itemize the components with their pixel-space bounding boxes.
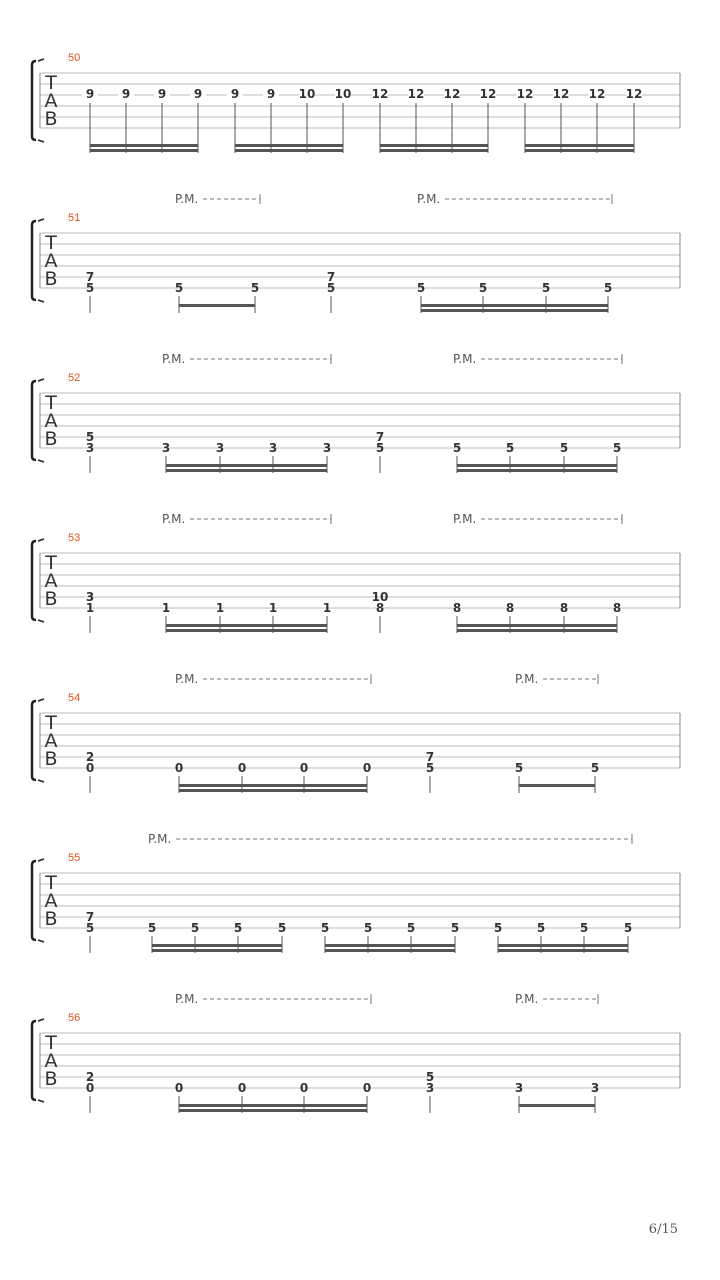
tab-clef-t: T xyxy=(45,232,57,254)
tab-clef-t: T xyxy=(45,392,57,414)
palm-mute-label: P.M. xyxy=(515,992,539,1006)
fret-number: 5 xyxy=(416,281,426,295)
tab-system-50 xyxy=(32,52,680,153)
system-bracket xyxy=(32,381,36,460)
beam xyxy=(179,1104,367,1107)
tab-system-56 xyxy=(32,992,680,1113)
measure-number: 53 xyxy=(68,532,81,544)
palm-mute-label: P.M. xyxy=(162,512,186,526)
fret-number: 5 xyxy=(603,281,613,295)
tab-clef-a: A xyxy=(44,250,58,272)
fret-number: 5 xyxy=(541,281,551,295)
beam xyxy=(498,944,628,947)
fret-number: 5 xyxy=(505,441,515,455)
bracket-hook-top xyxy=(38,859,44,861)
measure-number: 51 xyxy=(68,212,81,224)
fret-number: 5 xyxy=(623,921,633,935)
system-bracket xyxy=(32,221,36,300)
beam-secondary xyxy=(235,149,343,152)
bracket-hook-bottom xyxy=(38,140,44,142)
fret-number-upper: 7 xyxy=(326,270,336,284)
bracket-hook-top xyxy=(38,59,44,61)
beam-secondary xyxy=(166,469,327,472)
beam xyxy=(235,144,343,147)
beam-secondary xyxy=(457,629,617,632)
tab-clef-a: A xyxy=(44,890,58,912)
system-bracket xyxy=(32,541,36,620)
tab-clef-a: A xyxy=(44,410,58,432)
fret-number: 5 xyxy=(147,921,157,935)
fret-number-upper: 7 xyxy=(85,270,95,284)
tab-clef-a: A xyxy=(44,730,58,752)
measure-number: 52 xyxy=(68,372,81,384)
fret-number: 10 xyxy=(298,87,316,101)
fret-number: 5 xyxy=(174,281,184,295)
beam-secondary xyxy=(152,949,282,952)
fret-number-upper: 3 xyxy=(85,590,95,604)
system-bracket xyxy=(32,1021,36,1100)
tab-clef-t: T xyxy=(45,872,57,894)
fret-number: 5 xyxy=(452,441,462,455)
fret-number: 0 xyxy=(362,1081,372,1095)
tab-system-52 xyxy=(32,352,680,473)
fret-number: 1 xyxy=(322,601,332,615)
fret-number: 3 xyxy=(161,441,171,455)
fret-number-upper: 10 xyxy=(371,590,389,604)
fret-number: 9 xyxy=(121,87,131,101)
tab-system-51 xyxy=(32,192,680,313)
bracket-hook-top xyxy=(38,379,44,381)
fret-number: 5 xyxy=(375,441,385,455)
fret-number: 5 xyxy=(559,441,569,455)
fret-number: 9 xyxy=(230,87,240,101)
fret-number: 5 xyxy=(85,281,95,295)
tab-clef-b: B xyxy=(44,268,58,290)
tab-clef-t: T xyxy=(45,72,57,94)
fret-number: 5 xyxy=(406,921,416,935)
palm-mute-label: P.M. xyxy=(453,512,477,526)
fret-number: 5 xyxy=(478,281,488,295)
fret-number: 5 xyxy=(514,761,524,775)
fret-number: 8 xyxy=(375,601,385,615)
fret-number-upper: 5 xyxy=(85,430,95,444)
palm-mute-label: P.M. xyxy=(162,352,186,366)
measure-number: 55 xyxy=(68,852,81,864)
fret-number: 3 xyxy=(514,1081,524,1095)
beam-secondary xyxy=(457,469,617,472)
fret-number: 5 xyxy=(250,281,260,295)
beam xyxy=(325,944,455,947)
beam xyxy=(166,464,327,467)
fret-number-upper: 7 xyxy=(425,750,435,764)
beam-secondary xyxy=(166,629,327,632)
tab-system-54 xyxy=(32,672,680,793)
tab-clef-t: T xyxy=(45,1032,57,1054)
beam xyxy=(179,304,255,307)
beam xyxy=(421,304,608,307)
fret-number: 5 xyxy=(590,761,600,775)
palm-mute-label: P.M. xyxy=(417,192,441,206)
fret-number: 3 xyxy=(425,1081,435,1095)
tab-clef-b: B xyxy=(44,908,58,930)
beam-secondary xyxy=(525,149,634,152)
beam xyxy=(179,784,367,787)
fret-number: 0 xyxy=(362,761,372,775)
fret-number: 5 xyxy=(450,921,460,935)
fret-number: 5 xyxy=(612,441,622,455)
fret-number: 5 xyxy=(85,921,95,935)
tab-system-53 xyxy=(32,512,680,633)
fret-number: 5 xyxy=(320,921,330,935)
fret-number: 3 xyxy=(268,441,278,455)
fret-number: 0 xyxy=(85,1081,95,1095)
fret-number: 8 xyxy=(559,601,569,615)
fret-number: 8 xyxy=(452,601,462,615)
bracket-hook-bottom xyxy=(38,780,44,782)
tab-clef-b: B xyxy=(44,1068,58,1090)
fret-number: 12 xyxy=(443,87,461,101)
fret-number: 5 xyxy=(425,761,435,775)
tab-clef-a: A xyxy=(44,570,58,592)
fret-number: 5 xyxy=(493,921,503,935)
fret-number: 1 xyxy=(268,601,278,615)
bracket-hook-top xyxy=(38,699,44,701)
measure-number: 50 xyxy=(68,52,81,64)
fret-number: 0 xyxy=(299,1081,309,1095)
palm-mute-label: P.M. xyxy=(175,672,199,686)
tab-clef-a: A xyxy=(44,1050,58,1072)
fret-number: 3 xyxy=(322,441,332,455)
fret-number: 5 xyxy=(277,921,287,935)
tab-clef-b: B xyxy=(44,588,58,610)
tab-clef-t: T xyxy=(45,552,57,574)
fret-number: 9 xyxy=(266,87,276,101)
fret-number: 8 xyxy=(505,601,515,615)
bracket-hook-bottom xyxy=(38,620,44,622)
fret-number-upper: 2 xyxy=(85,1070,95,1084)
beam-secondary xyxy=(179,1109,367,1112)
fret-number: 0 xyxy=(85,761,95,775)
fret-number: 9 xyxy=(193,87,203,101)
fret-number: 0 xyxy=(237,1081,247,1095)
fret-number: 1 xyxy=(215,601,225,615)
bracket-hook-top xyxy=(38,539,44,541)
fret-number: 0 xyxy=(237,761,247,775)
fret-number: 0 xyxy=(299,761,309,775)
bracket-hook-top xyxy=(38,219,44,221)
beam-secondary xyxy=(421,309,608,312)
bracket-hook-bottom xyxy=(38,1100,44,1102)
beam xyxy=(525,144,634,147)
tab-clef-a: A xyxy=(44,90,58,112)
fret-number: 1 xyxy=(85,601,95,615)
fret-number: 3 xyxy=(85,441,95,455)
beam-secondary xyxy=(90,149,198,152)
palm-mute-label: P.M. xyxy=(453,352,477,366)
fret-number: 12 xyxy=(371,87,389,101)
system-bracket xyxy=(32,61,36,140)
fret-number: 1 xyxy=(161,601,171,615)
beam xyxy=(90,144,198,147)
beam xyxy=(380,144,488,147)
fret-number: 9 xyxy=(157,87,167,101)
measure-number: 54 xyxy=(68,692,81,704)
tab-clef-b: B xyxy=(44,108,58,130)
fret-number: 12 xyxy=(552,87,570,101)
beam xyxy=(166,624,327,627)
beam xyxy=(457,624,617,627)
palm-mute-label: P.M. xyxy=(175,992,199,1006)
beam-secondary xyxy=(179,789,367,792)
tab-clef-t: T xyxy=(45,712,57,734)
beam-secondary xyxy=(498,949,628,952)
beam xyxy=(152,944,282,947)
fret-number: 10 xyxy=(334,87,352,101)
fret-number: 9 xyxy=(85,87,95,101)
fret-number: 3 xyxy=(215,441,225,455)
bracket-hook-bottom xyxy=(38,940,44,942)
fret-number-upper: 5 xyxy=(425,1070,435,1084)
fret-number: 5 xyxy=(363,921,373,935)
palm-mute-label: P.M. xyxy=(148,832,172,846)
system-bracket xyxy=(32,701,36,780)
bracket-hook-bottom xyxy=(38,460,44,462)
beam xyxy=(519,1104,595,1107)
fret-number: 8 xyxy=(612,601,622,615)
fret-number: 0 xyxy=(174,761,184,775)
fret-number-upper: 7 xyxy=(85,910,95,924)
fret-number: 5 xyxy=(536,921,546,935)
fret-number: 5 xyxy=(579,921,589,935)
fret-number: 3 xyxy=(590,1081,600,1095)
fret-number: 12 xyxy=(588,87,606,101)
beam-secondary xyxy=(380,149,488,152)
fret-number: 5 xyxy=(326,281,336,295)
beam xyxy=(457,464,617,467)
fret-number: 5 xyxy=(233,921,243,935)
beam xyxy=(519,784,595,787)
fret-number-upper: 7 xyxy=(375,430,385,444)
fret-number: 12 xyxy=(479,87,497,101)
bracket-hook-top xyxy=(38,1019,44,1021)
beam-secondary xyxy=(325,949,455,952)
fret-number: 0 xyxy=(174,1081,184,1095)
palm-mute-label: P.M. xyxy=(515,672,539,686)
fret-number: 12 xyxy=(516,87,534,101)
tab-clef-b: B xyxy=(44,428,58,450)
bracket-hook-bottom xyxy=(38,300,44,302)
tab-clef-b: B xyxy=(44,748,58,770)
fret-number: 5 xyxy=(190,921,200,935)
fret-number: 12 xyxy=(407,87,425,101)
fret-number: 12 xyxy=(625,87,643,101)
fret-number-upper: 2 xyxy=(85,750,95,764)
page-number: 6/15 xyxy=(648,1222,678,1237)
system-bracket xyxy=(32,861,36,940)
palm-mute-label: P.M. xyxy=(175,192,199,206)
tab-system-55 xyxy=(32,832,680,953)
measure-number: 56 xyxy=(68,1012,81,1024)
